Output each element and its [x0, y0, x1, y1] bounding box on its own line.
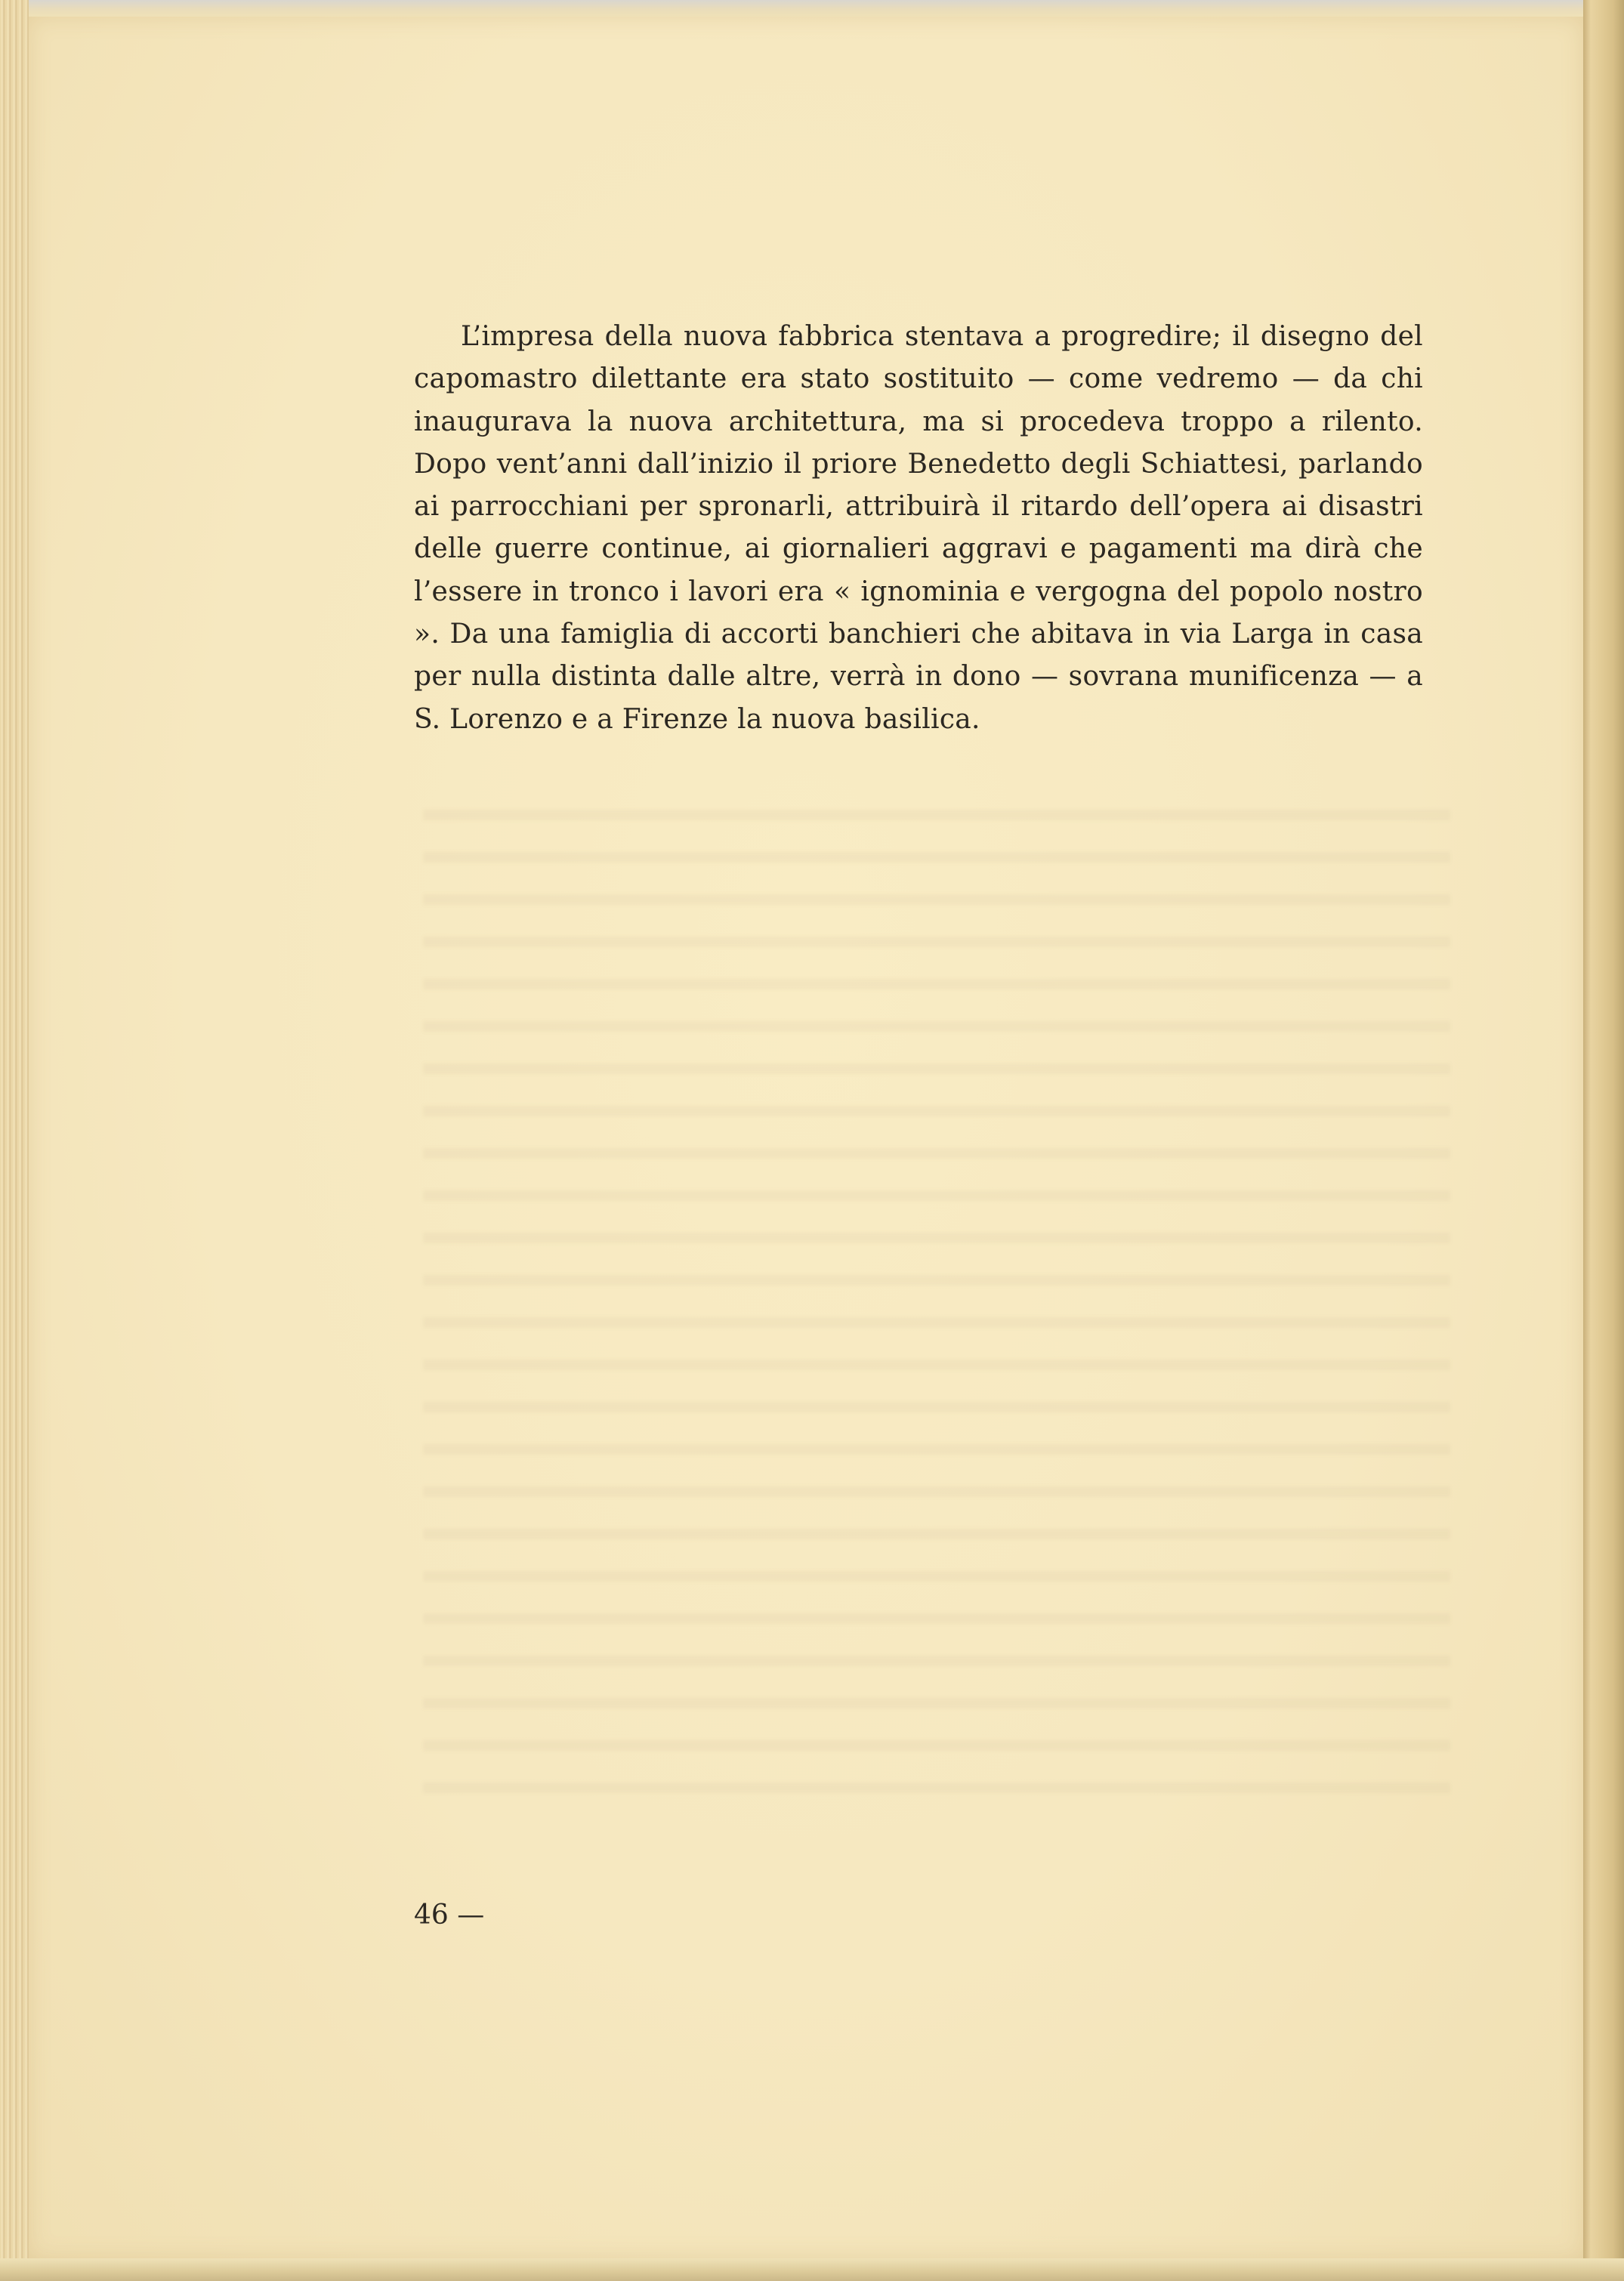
top-paper-edge	[0, 0, 1624, 17]
body-paragraph: L’impresa della nuova fabbrica stentava a progredire; il disegno del capomastro dilettante era stato sostituito — come vedremo — da chi inaugurava la nuova architettura, ma si procedeva troppo a rilento. Dopo vent’anni dall’inizio il priore Benedetto degli Schiattesi, parlando ai parrocchiani per spronarli, attribuirà il ritardo dell’opera ai disastri delle guerre continue, ai giornalieri aggravi e pagamenti ma dirà che l’essere in tronco i lavori era « ignominia e vergogna del popolo nostro ». Da una famiglia di accorti banchieri che abitava in via Larga in casa per nulla distinta dalle altre, verrà in dono — sovrana munificenza — a S. Lorenzo e a Firenze la nuova basilica.	[414, 321, 1423, 735]
bottom-paper-edge	[0, 2258, 1624, 2281]
page-number: 46 —	[414, 1900, 485, 1931]
right-page-edge	[1583, 0, 1624, 2281]
left-page-stack-edge	[0, 0, 29, 2281]
show-through-from-reverse	[423, 786, 1450, 1798]
